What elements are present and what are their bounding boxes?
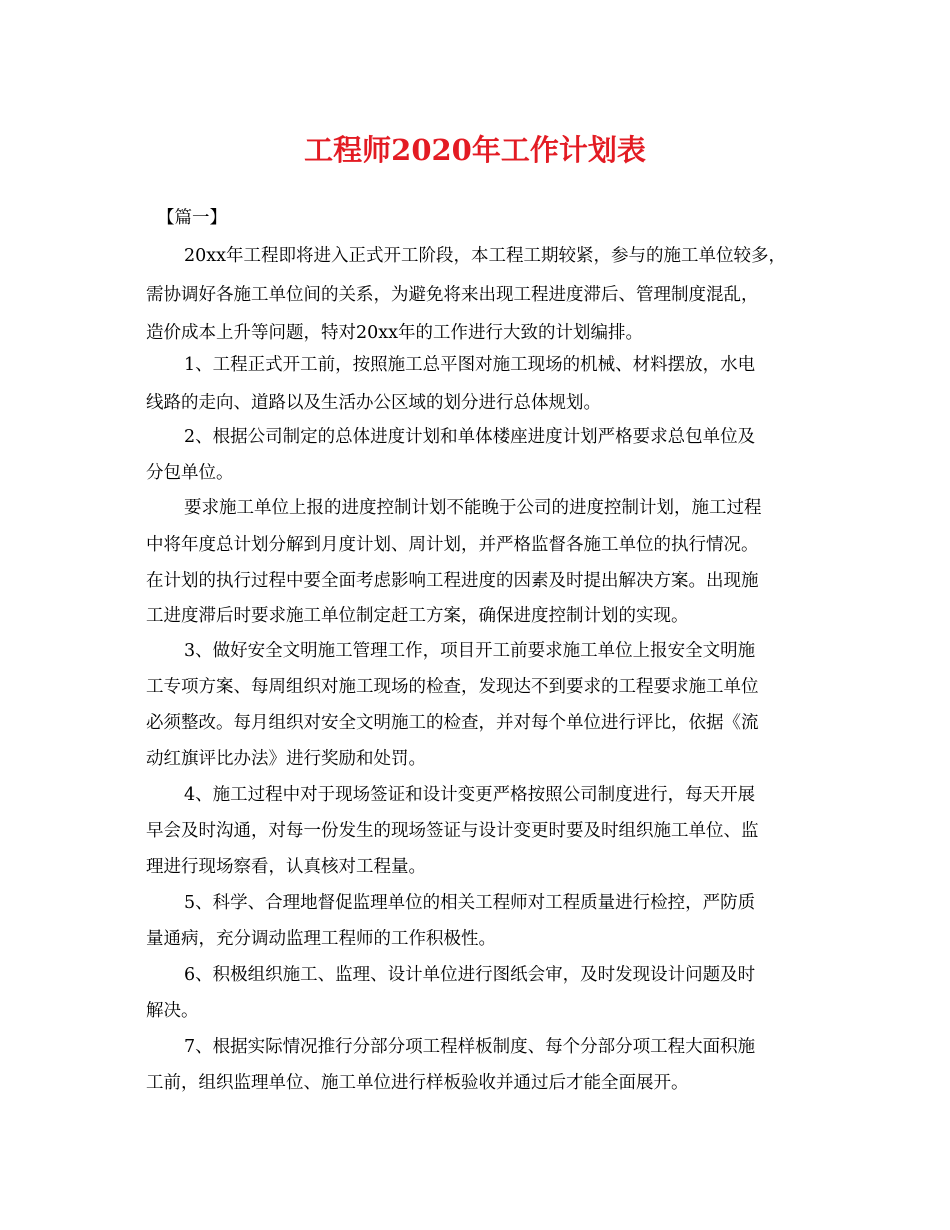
- paragraph-line: 理进行现场察看，认真核对工程量。: [146, 857, 426, 877]
- paragraph-line: 要求施工单位上报的进度控制计划不能晚于公司的进度控制计划，施工过程: [184, 498, 762, 518]
- paragraph-line: 早会及时沟通，对每一份发生的现场签证与设计变更时要及时组织施工单位、监: [146, 821, 759, 841]
- section-label: 【篇一】: [157, 208, 227, 228]
- paragraph-line: 工专项方案、每周组织对施工现场的检查，发现达不到要求的工程要求施工单位: [146, 677, 759, 697]
- document-title: 工程师2020年工作计划表: [304, 133, 646, 167]
- paragraph-line: 7、根据实际情况推行分部分项工程样板制度、每个分部分项工程大面积施: [184, 1037, 756, 1057]
- paragraph-line: 6、积极组织施工、监理、设计单位进行图纸会审，及时发现设计问题及时: [184, 965, 756, 985]
- paragraph-line: 在计划的执行过程中要全面考虑影响工程进度的因素及时提出解决方案。出现施: [146, 571, 759, 591]
- paragraph-line: 需协调好各施工单位间的关系，为避免将来出现工程进度滞后、管理制度混乱，: [146, 285, 759, 305]
- paragraph-line: 20xx年工程即将进入正式开工阶段，本工程工期较紧，参与的施工单位较多，: [184, 246, 787, 266]
- paragraph-line: 量通病，充分调动监理工程师的工作积极性。: [146, 929, 496, 949]
- paragraph-line: 造价成本上升等问题，特对20xx年的工作进行大致的计划编排。: [146, 323, 644, 343]
- paragraph-line: 5、科学、合理地督促监理单位的相关工程师对工程质量进行检控，严防质: [184, 893, 756, 913]
- paragraph-line: 工前，组织监理单位、施工单位进行样板验收并通过后才能全面展开。: [146, 1073, 689, 1093]
- paragraph-line: 1、工程正式开工前，按照施工总平图对施工现场的机械、材料摆放，水电: [184, 355, 756, 375]
- paragraph-line: 解决。: [146, 1001, 199, 1021]
- paragraph-line: 2、根据公司制定的总体进度计划和单体楼座进度计划严格要求总包单位及: [184, 427, 756, 447]
- paragraph-line: 中将年度总计划分解到月度计划、周计划，并严格监督各施工单位的执行情况。: [146, 535, 759, 555]
- paragraph-line: 必须整改。每月组织对安全文明施工的检查，并对每个单位进行评比，依据《流: [146, 713, 759, 733]
- paragraph-line: 动红旗评比办法》进行奖励和处罚。: [146, 749, 426, 769]
- paragraph-line: 线路的走向、道路以及生活办公区域的划分进行总体规划。: [146, 393, 601, 413]
- paragraph-line: 分包单位。: [146, 463, 234, 483]
- paragraph-line: 工进度滞后时要求施工单位制定赶工方案，确保进度控制计划的实现。: [146, 606, 689, 626]
- paragraph-line: 3、做好安全文明施工管理工作，项目开工前要求施工单位上报安全文明施: [184, 641, 756, 661]
- paragraph-line: 4、施工过程中对于现场签证和设计变更严格按照公司制度进行，每天开展: [184, 785, 756, 805]
